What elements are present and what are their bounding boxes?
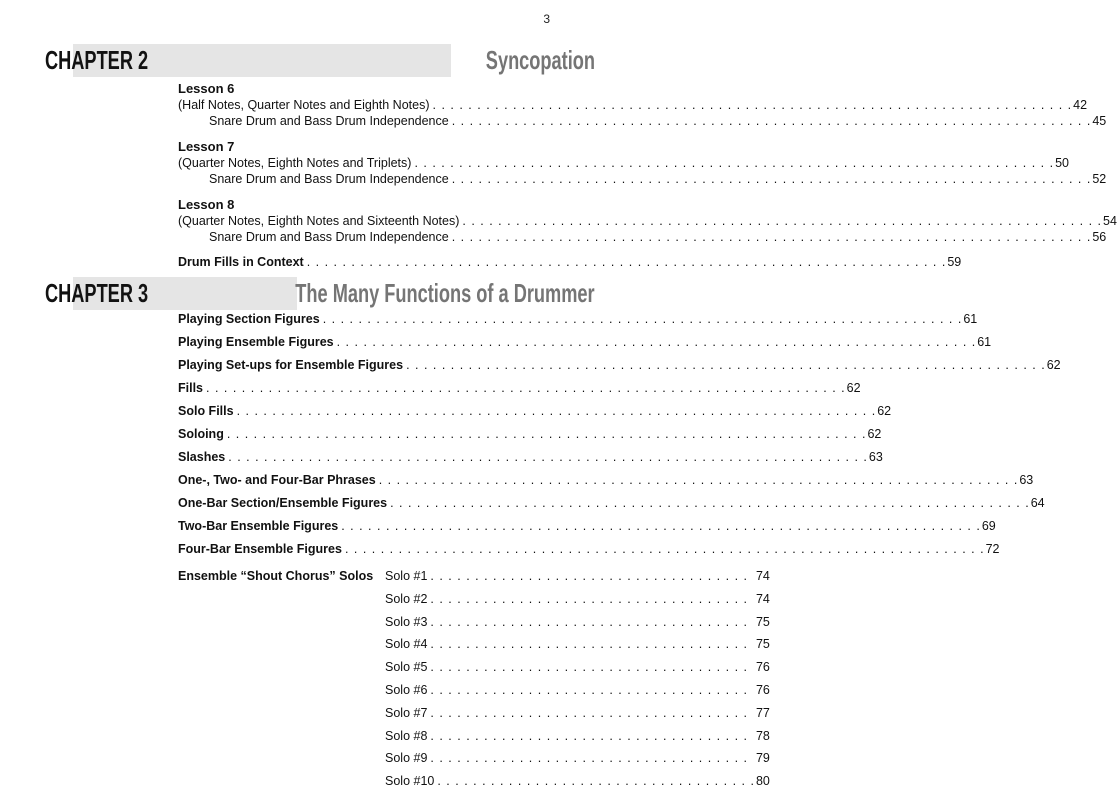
toc-entry-page: 52 xyxy=(1092,171,1107,186)
toc-entry-text: Solo #5 xyxy=(385,660,428,675)
toc-subentry xyxy=(178,171,1107,188)
toc-entry xyxy=(178,358,1061,381)
toc-entry-text: Fills xyxy=(178,381,204,395)
dot-leader xyxy=(427,592,755,615)
toc-entry-page: 42 xyxy=(1073,98,1088,112)
toc-entry-text: Soloing xyxy=(178,427,224,441)
dot-leader xyxy=(203,381,846,396)
toc-entry-text: One-Bar Section/Ensemble Figures xyxy=(178,496,388,510)
lesson-heading: Lesson 6 xyxy=(178,81,235,96)
dot-leader xyxy=(427,706,755,729)
toc-entry-page: 63 xyxy=(1019,473,1034,487)
toc-entry xyxy=(178,214,1117,230)
toc-entry-text: Solo #9 xyxy=(385,751,428,766)
lesson-8-block xyxy=(178,197,1117,245)
chapter-3-contents xyxy=(178,312,1061,797)
chapter-3-title: The Many Functions of a Drummer xyxy=(295,277,595,308)
dot-leader xyxy=(403,358,1046,373)
toc-entry-page: 69 xyxy=(981,519,996,533)
toc-entry-text: Solo Fills xyxy=(178,404,234,418)
toc-entry xyxy=(178,542,1000,565)
toc-entry-page: 61 xyxy=(977,335,992,349)
toc-entry-page: 56 xyxy=(1092,229,1107,244)
toc-entry xyxy=(178,404,892,427)
toc-entry-text: Snare Drum and Bass Drum Independence xyxy=(209,229,449,244)
toc-entry xyxy=(385,751,770,774)
chapter-2-title-box xyxy=(463,44,595,77)
toc-subentry xyxy=(178,113,1107,130)
toc-entry xyxy=(178,335,992,358)
toc-entry-text: Solo #8 xyxy=(385,728,428,743)
dot-leader xyxy=(427,569,755,592)
toc-entry-text: Solo #7 xyxy=(385,705,428,720)
chapter-2-contents xyxy=(178,81,1117,271)
toc-entry-text: Solo #6 xyxy=(385,682,428,697)
toc-entry-page: 61 xyxy=(963,312,978,326)
dot-leader xyxy=(224,427,867,442)
solos-group-label: Ensemble “Shout Chorus” Solos xyxy=(178,569,374,583)
dot-leader xyxy=(449,172,1092,188)
toc-subentry xyxy=(178,229,1107,246)
solos-list xyxy=(385,569,770,797)
toc-entry-text: Solo #10 xyxy=(385,774,435,789)
dot-leader xyxy=(320,312,963,327)
lesson-7-block xyxy=(178,139,1107,187)
lesson-6-block xyxy=(178,81,1107,129)
toc-entry-text: Solo #1 xyxy=(385,569,428,583)
toc-entry xyxy=(385,706,770,729)
dot-leader xyxy=(427,615,755,638)
chapter-3-title-box xyxy=(295,277,595,310)
toc-entry-page: 62 xyxy=(1046,358,1061,372)
toc-entry-text: One-, Two- and Four-Bar Phrases xyxy=(178,473,376,487)
toc-entry-text: Playing Set-ups for Ensemble Figures xyxy=(178,358,404,372)
dot-leader xyxy=(434,774,755,797)
toc-entry-page: 62 xyxy=(846,381,861,395)
toc-entry-page: 77 xyxy=(755,705,770,720)
toc-entry-page: 76 xyxy=(755,682,770,697)
solos-block xyxy=(178,569,770,797)
toc-entry-text: (Quarter Notes, Eighth Notes and Sixteenth Notes) xyxy=(178,214,460,228)
chapter-2-header xyxy=(0,44,600,77)
toc-entry-page: 72 xyxy=(985,542,1000,556)
page-number: 3 xyxy=(543,12,550,26)
toc-entry xyxy=(178,450,883,473)
dot-leader xyxy=(427,751,755,774)
toc-entry-page: 63 xyxy=(868,450,883,464)
toc-entry-page: 74 xyxy=(755,591,770,606)
toc-entry xyxy=(178,427,882,450)
toc-entry-text: Snare Drum and Bass Drum Independence xyxy=(209,171,449,186)
lesson-heading: Lesson 8 xyxy=(178,197,235,212)
dot-leader xyxy=(427,660,755,683)
toc-entry-page: 59 xyxy=(947,255,962,269)
toc-entry-page: 64 xyxy=(1030,496,1045,510)
chapter-3-header xyxy=(0,277,600,310)
toc-entry-page: 80 xyxy=(755,774,770,789)
toc-entry xyxy=(385,729,770,752)
toc-entry-text: Solo #4 xyxy=(385,637,428,652)
toc-entry xyxy=(385,774,770,797)
toc-entry xyxy=(385,569,770,592)
toc-entry-text: Two-Bar Ensemble Figures xyxy=(178,519,339,533)
toc-entry-text: (Quarter Notes, Eighth Notes and Triplets) xyxy=(178,156,412,170)
dot-leader xyxy=(338,519,981,534)
toc-entry-text: Solo #3 xyxy=(385,614,428,629)
toc-entry-page: 76 xyxy=(755,660,770,675)
toc-entry xyxy=(385,683,770,706)
dot-leader xyxy=(427,683,755,706)
dot-leader xyxy=(387,496,1030,511)
toc-entry xyxy=(178,496,1045,519)
chapter-2-title: Syncopation xyxy=(485,44,595,75)
toc-entry-page: 78 xyxy=(755,728,770,743)
dot-leader xyxy=(430,98,1073,114)
toc-entry-page: 74 xyxy=(755,569,770,583)
dot-leader xyxy=(334,335,977,350)
toc-entry-page: 75 xyxy=(755,614,770,629)
dot-leader xyxy=(342,542,985,557)
toc-entry-text: (Half Notes, Quarter Notes and Eighth Notes) xyxy=(178,98,430,112)
dot-leader xyxy=(376,473,1019,488)
toc-entry xyxy=(178,255,962,271)
toc-entry-text: Slashes xyxy=(178,450,226,464)
dot-leader xyxy=(449,114,1092,130)
lesson-heading: Lesson 7 xyxy=(178,139,235,154)
toc-entry xyxy=(178,312,978,335)
dot-leader xyxy=(304,255,947,271)
chapter-3-label: CHAPTER 3 xyxy=(45,277,149,308)
toc-entry-page: 62 xyxy=(877,404,892,418)
toc-entry-text: Playing Ensemble Figures xyxy=(178,335,334,349)
toc-entry xyxy=(178,381,861,404)
toc-entry xyxy=(385,592,770,615)
toc-entry-text: Solo #2 xyxy=(385,591,428,606)
dot-leader xyxy=(411,156,1054,172)
toc-entry xyxy=(385,637,770,660)
chapter-2-label: CHAPTER 2 xyxy=(45,44,149,75)
dot-leader xyxy=(234,404,877,419)
toc-entry-text: Playing Section Figures xyxy=(178,312,320,326)
toc-entry xyxy=(385,615,770,638)
toc-entry-page: 79 xyxy=(755,751,770,766)
toc-entry xyxy=(178,156,1069,172)
dot-leader xyxy=(427,637,755,660)
toc-entry-text: Snare Drum and Bass Drum Independence xyxy=(209,113,449,128)
toc-entry xyxy=(178,98,1088,114)
dot-leader xyxy=(427,729,755,752)
toc-entry xyxy=(385,660,770,683)
toc-entry-page: 50 xyxy=(1055,156,1069,170)
dot-leader xyxy=(449,230,1092,246)
toc-entry-page: 54 xyxy=(1103,214,1117,228)
toc-entry-text: Drum Fills in Context xyxy=(178,255,304,269)
toc-entry-text: Four-Bar Ensemble Figures xyxy=(178,542,342,556)
toc-entry-page: 75 xyxy=(755,637,770,652)
toc-entry-page: 45 xyxy=(1092,113,1107,128)
toc-entry-page: 62 xyxy=(867,427,882,441)
dot-leader xyxy=(225,450,868,465)
dot-leader xyxy=(459,214,1102,230)
toc-entry xyxy=(178,519,996,542)
toc-entry xyxy=(178,473,1034,496)
